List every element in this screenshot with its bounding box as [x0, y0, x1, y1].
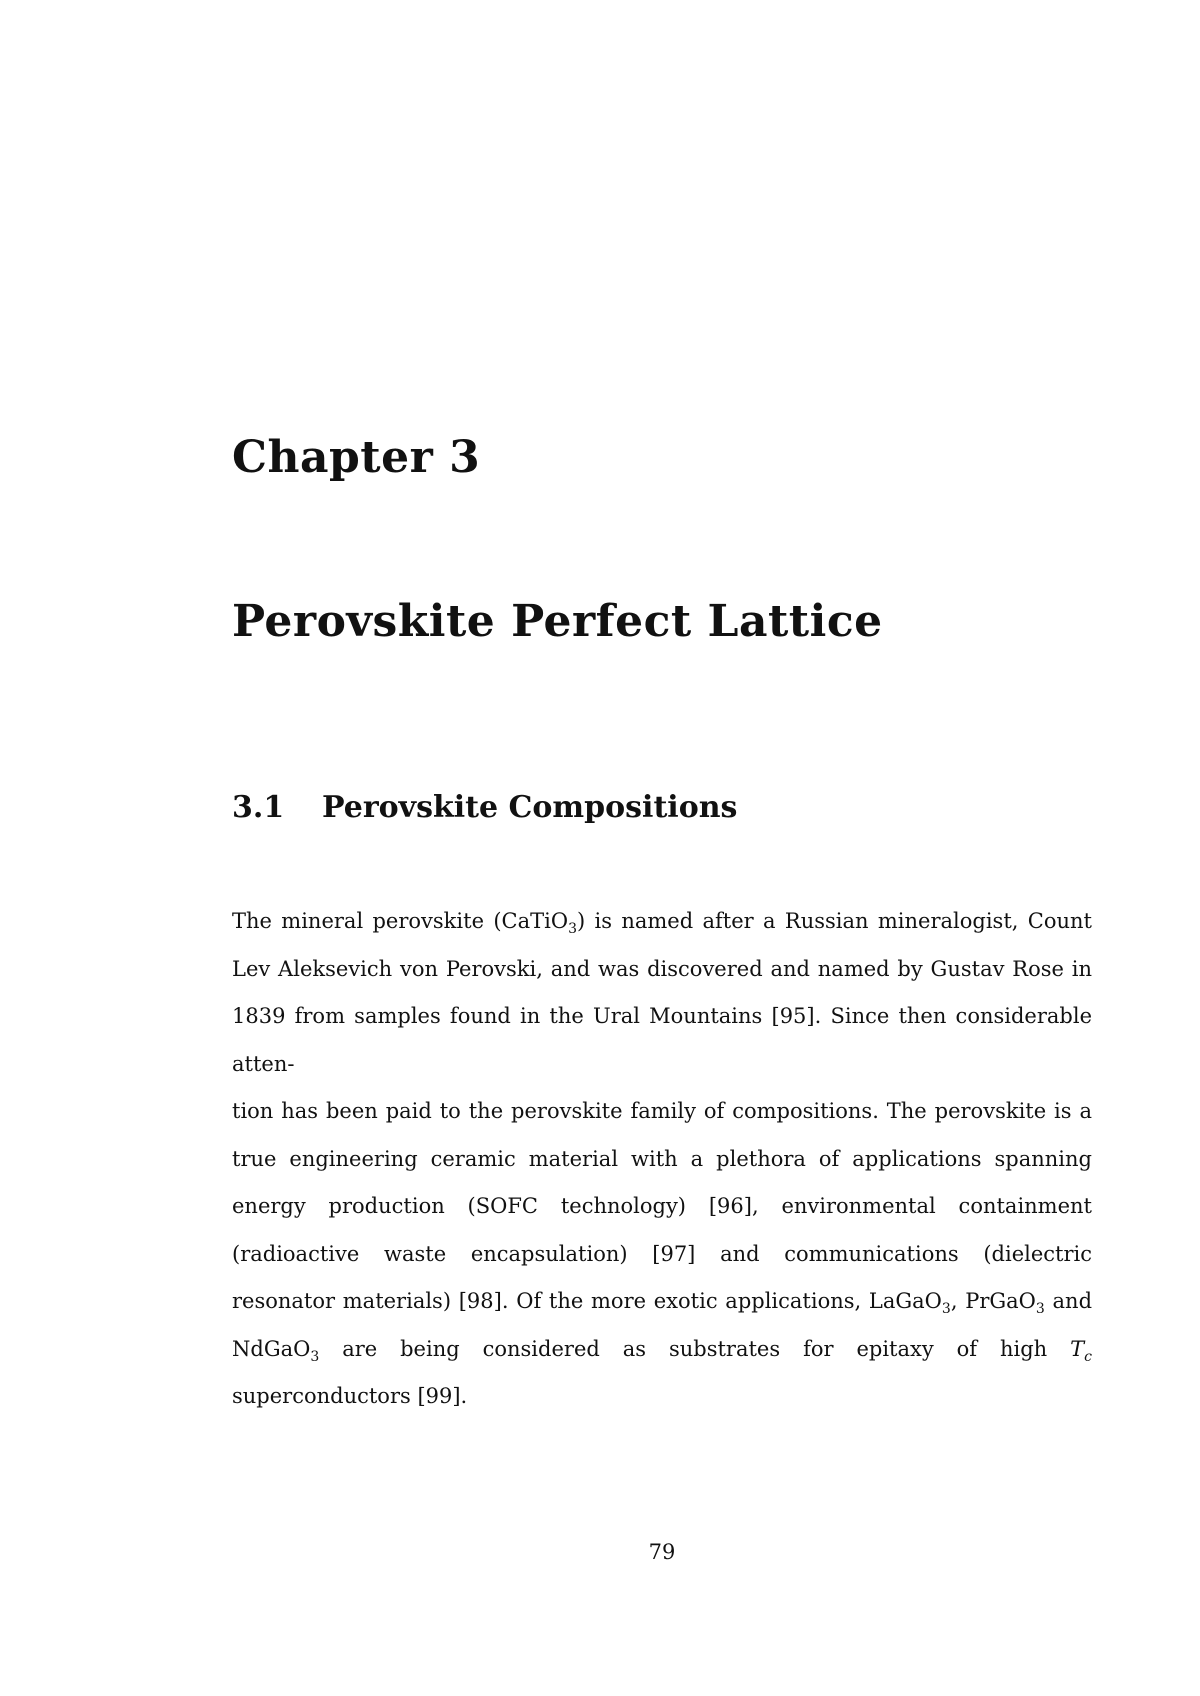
formula-subscript: 3 [941, 1301, 951, 1318]
formula-subscript: 3 [310, 1348, 320, 1365]
formula-subscript: 3 [568, 921, 577, 938]
chapter-label: Chapter 3 [232, 432, 481, 483]
paragraph-text-3: tion has been paid to the perovskite family of compositions. The perovskite is a true engineering ceramic material with a plethora of applications spanning energy production (SOFC technology) [96], environmental containment (radioactive waste encapsulation) [97] and communications (dielectric resonator materials) [98]. Of the more exotic applications, LaGaO [232, 1099, 1092, 1313]
math-subscript [1084, 1349, 1092, 1365]
formula-subscript: 3 [1035, 1301, 1045, 1318]
paragraph-text-2: ) is named after a Russian mineralogist, Count Lev Aleksevich von Perovski, and was discovered and named by Gustav Rose in 1839 from samples found in the Ural Mountains [95]. Since then considerable atten- [232, 909, 1092, 1076]
section-title: Perovskite Compositions [322, 790, 738, 825]
math-variable: T [1070, 1336, 1085, 1361]
body-paragraph [232, 898, 1092, 1421]
paragraph-text-5: and NdGaO [232, 1289, 1093, 1361]
paragraph-text-7: superconductors [99]. [232, 1384, 468, 1408]
chapter-title: Perovskite Perfect Lattice [232, 596, 883, 647]
section-heading [232, 790, 737, 825]
math-subscript-text: c [1084, 1348, 1092, 1365]
paragraph-text-1: The mineral perovskite (CaTiO [232, 909, 569, 933]
paragraph-text-4: , PrGaO [950, 1289, 1036, 1313]
page-number: 79 [648, 1540, 676, 1564]
section-number: 3.1 [232, 790, 285, 825]
paragraph-text-6: are being considered as substrates for epitaxy of high [319, 1336, 1071, 1361]
